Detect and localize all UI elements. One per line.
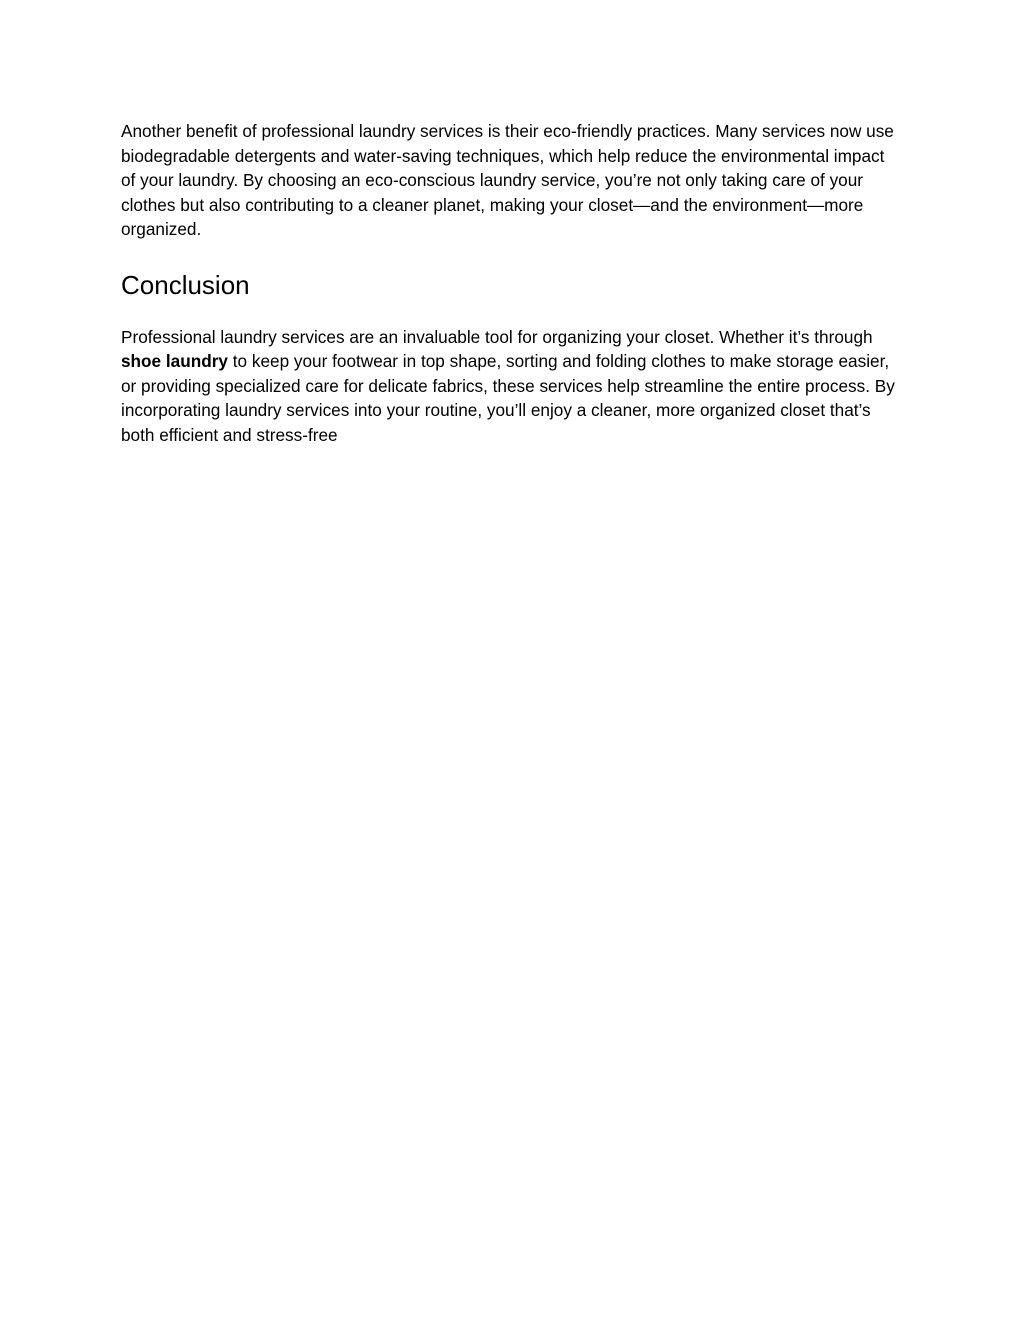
conclusion-text-end: to keep your footwear in top shape, sorting and folding clothes to make storage easier, or providing specialized care for delicate fabrics, these services help streamline the entire process. By incorporating laundry services into your routine, you’ll enjoy a cleaner, more organized closet that’s both efficient and stress-free — [121, 351, 895, 445]
conclusion-text-start: Professional laundry services are an invaluable tool for organizing your closet. Whether it’s through — [121, 326, 873, 347]
conclusion-paragraph — [121, 325, 903, 448]
intro-paragraph: Another benefit of professional laundry services is their eco-friendly practices. Many services now use biodegradable detergents and water-saving techniques, which help reduce the environmental impact of your laundry. By choosing an eco-conscious laundry service, you’re not only taking care of your clothes but also contributing to a cleaner planet, making your closet—and the environment—more organized. — [121, 121, 894, 239]
shoe-laundry-bold-text: shoe laundry — [121, 351, 228, 371]
conclusion-heading: Conclusion — [121, 269, 250, 300]
document-body — [121, 119, 903, 447]
